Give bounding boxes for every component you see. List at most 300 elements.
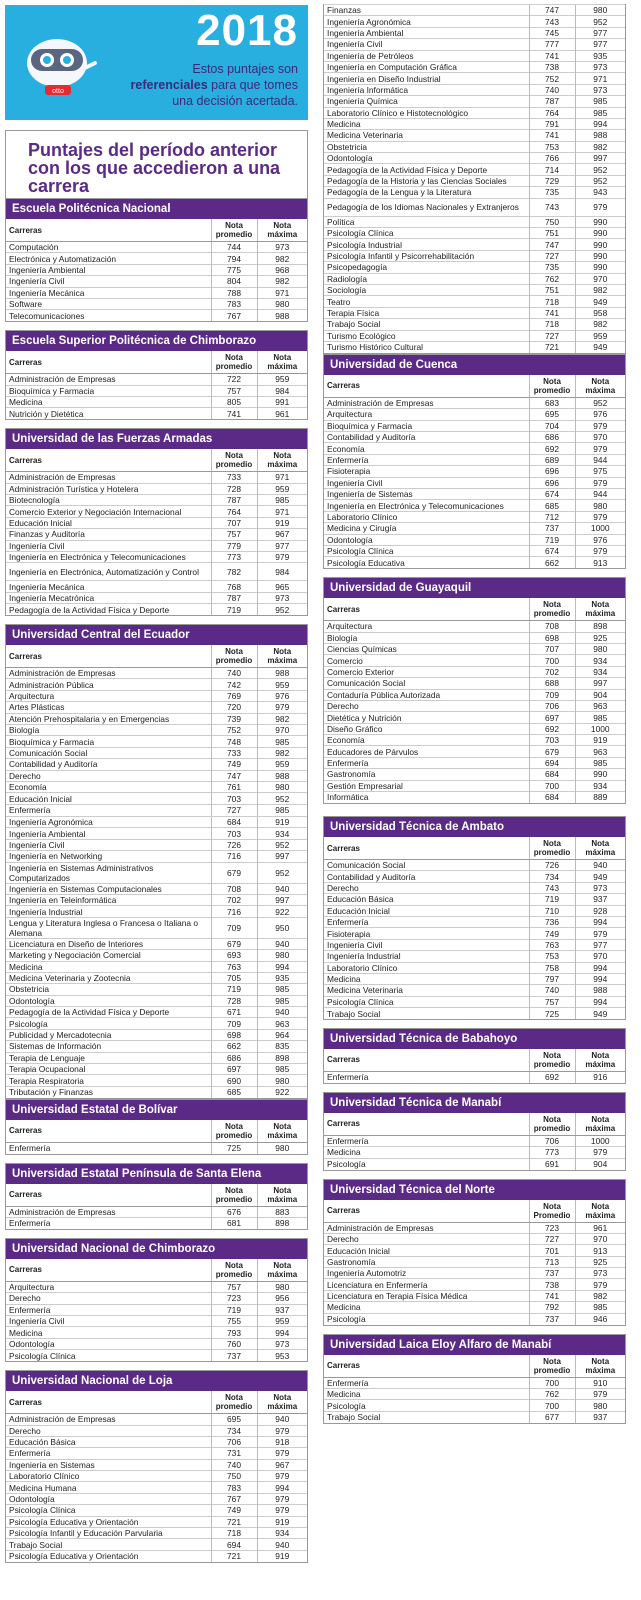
career-name: Radiología — [324, 273, 529, 284]
column-header-nota-maxima: Nota máxima — [575, 1113, 625, 1136]
career-name: Comercio Exterior y Negociación Internacional — [6, 506, 211, 517]
max-score: 952 — [575, 16, 625, 27]
max-score: 990 — [575, 228, 625, 239]
table-row — [324, 643, 625, 654]
career-name: Dietética y Nutrición — [324, 712, 529, 723]
career-name: Medicina — [324, 973, 529, 984]
career-name: Arquitectura — [324, 409, 529, 420]
max-score: 985 — [257, 984, 307, 995]
table-row — [324, 1377, 625, 1388]
table-row — [324, 894, 625, 905]
max-score: 994 — [575, 118, 625, 129]
max-score: 979 — [257, 1505, 307, 1516]
column-header-nota-maxima: Nota máxima — [257, 1120, 307, 1143]
career-name: Economía — [324, 443, 529, 454]
max-score: 985 — [257, 1064, 307, 1075]
career-name: Psicología Educativa y Orientación — [6, 1550, 211, 1561]
average-score: 684 — [529, 792, 575, 803]
max-score: 994 — [575, 996, 625, 1007]
university-name: Universidad de Cuenca — [324, 355, 625, 375]
table-row — [324, 545, 625, 556]
average-score: 697 — [529, 712, 575, 723]
average-score: 709 — [211, 1018, 257, 1029]
max-score: 985 — [575, 757, 625, 768]
table-row — [6, 938, 307, 949]
column-header-nota-maxima: Nota máxima — [257, 449, 307, 472]
table-row — [324, 769, 625, 780]
max-score: 944 — [575, 488, 625, 499]
max-score: 959 — [257, 374, 307, 385]
max-score: 940 — [575, 860, 625, 871]
column-header-carreras: Carreras — [324, 837, 529, 860]
max-score: 922 — [257, 906, 307, 917]
average-score: 685 — [211, 1086, 257, 1097]
average-score: 749 — [529, 928, 575, 939]
career-name: Ingeniería Mecatrónica — [6, 592, 211, 603]
table-row — [6, 1316, 307, 1327]
career-name: Laboratorio Clínico — [6, 1471, 211, 1482]
max-score: 979 — [575, 1388, 625, 1399]
average-score: 720 — [211, 702, 257, 713]
column-header-nota-maxima: Nota máxima — [257, 645, 307, 668]
career-name: Derecho — [6, 770, 211, 781]
table-row — [6, 1064, 307, 1075]
average-score: 758 — [529, 962, 575, 973]
average-score: 688 — [529, 678, 575, 689]
table-row — [6, 1448, 307, 1459]
table-row — [6, 552, 307, 563]
max-score: 937 — [257, 1304, 307, 1315]
table-row — [324, 735, 625, 746]
average-score: 741 — [211, 408, 257, 419]
column-header-nota-promedio: Nota promedio — [211, 351, 257, 374]
table-row — [324, 61, 625, 72]
career-name: Licenciatura en Terapia Física Médica — [324, 1290, 529, 1301]
career-name: Turismo Histórico Cultural — [324, 341, 529, 352]
career-name: Publicidad y Mercadotecnia — [6, 1029, 211, 1040]
career-name: Trabajo Social — [324, 1008, 529, 1019]
max-score: 988 — [575, 130, 625, 141]
max-score: 967 — [257, 1459, 307, 1470]
average-score: 741 — [529, 307, 575, 318]
table-row — [6, 581, 307, 592]
average-score: 679 — [211, 862, 257, 883]
career-name: Comercio — [324, 655, 529, 666]
max-score: 919 — [257, 517, 307, 528]
average-score: 737 — [211, 1350, 257, 1361]
max-score: 973 — [575, 882, 625, 893]
career-name: Ingeniería Informática — [324, 84, 529, 95]
career-name: Educación Inicial — [6, 517, 211, 528]
table-row — [324, 757, 625, 768]
table-row — [324, 511, 625, 522]
table-row — [6, 1516, 307, 1527]
table-row — [6, 1471, 307, 1482]
average-score: 703 — [211, 828, 257, 839]
career-name: Economía — [6, 782, 211, 793]
table-row — [6, 1142, 307, 1153]
career-name: Bioquímica y Farmacia — [6, 736, 211, 747]
average-score: 677 — [529, 1411, 575, 1422]
average-score: 685 — [529, 500, 575, 511]
table-row — [324, 689, 625, 700]
table-row — [6, 1482, 307, 1493]
column-header-carreras: Carreras — [324, 1049, 529, 1072]
max-score: 970 — [575, 951, 625, 962]
career-name: Administración de Empresas — [6, 1414, 211, 1425]
table-row — [6, 472, 307, 483]
career-name: Ingeniería en Sistemas Administrativos Computarizados — [6, 862, 211, 883]
average-score: 763 — [211, 961, 257, 972]
table-row — [6, 1293, 307, 1304]
university-universidad-central-del-ecuador — [5, 624, 308, 817]
table-row — [6, 725, 307, 736]
average-score: 804 — [211, 276, 257, 287]
average-score: 700 — [529, 1400, 575, 1411]
average-score: 727 — [529, 1233, 575, 1244]
average-score: 735 — [529, 187, 575, 198]
average-score: 703 — [529, 735, 575, 746]
table-row — [324, 5, 625, 16]
table-row — [6, 1505, 307, 1516]
table-row — [324, 962, 625, 973]
max-score: 988 — [257, 668, 307, 679]
average-score: 787 — [529, 96, 575, 107]
career-name: Terapia Ocupacional — [6, 1064, 211, 1075]
career-name: Administración de Empresas — [324, 397, 529, 408]
average-score: 721 — [211, 1550, 257, 1561]
table-row — [324, 466, 625, 477]
average-score: 694 — [211, 1539, 257, 1550]
max-score: 982 — [257, 747, 307, 758]
scores-table — [6, 219, 307, 321]
average-score: 748 — [211, 736, 257, 747]
max-score: 971 — [257, 472, 307, 483]
career-name: Ingeniería en Networking — [6, 851, 211, 862]
table-row — [6, 1007, 307, 1018]
max-score: 971 — [575, 73, 625, 84]
career-name: Psicopedagogía — [324, 262, 529, 273]
career-name: Administración de Empresas — [6, 1206, 211, 1217]
career-name: Medicina Humana — [6, 1482, 211, 1493]
max-score: 976 — [257, 690, 307, 701]
table-row — [324, 557, 625, 568]
career-name: Arquitectura — [324, 621, 529, 632]
table-row — [324, 432, 625, 443]
average-score: 757 — [529, 996, 575, 1007]
average-score: 684 — [529, 769, 575, 780]
table-row — [324, 780, 625, 791]
max-score: 953 — [257, 1350, 307, 1361]
column-header-carreras: Carreras — [6, 645, 211, 668]
max-score: 904 — [575, 1158, 625, 1169]
career-name: Ingeniería Civil — [6, 276, 211, 287]
max-score: 994 — [257, 961, 307, 972]
table-row — [324, 996, 625, 1007]
max-score: 973 — [257, 1338, 307, 1349]
career-name: Medicina — [324, 118, 529, 129]
career-name: Obstetricia — [6, 984, 211, 995]
table-row — [324, 319, 625, 330]
table-row — [324, 284, 625, 295]
university-universidad-estatal-peninsula-de-santa-elena — [5, 1163, 308, 1230]
table-row — [6, 984, 307, 995]
career-name: Contabilidad y Auditoría — [6, 759, 211, 770]
average-score: 740 — [529, 84, 575, 95]
average-score: 768 — [211, 581, 257, 592]
table-row — [324, 330, 625, 341]
max-score: 889 — [575, 792, 625, 803]
max-score: 977 — [575, 39, 625, 50]
table-row — [6, 702, 307, 713]
max-score: 988 — [575, 985, 625, 996]
table-row — [324, 871, 625, 882]
table-row — [6, 1493, 307, 1504]
column-header-carreras: Carreras — [6, 351, 211, 374]
max-score: 979 — [575, 443, 625, 454]
career-name: Psicología — [324, 1313, 529, 1324]
career-name: Sistemas de Información — [6, 1041, 211, 1052]
average-score: 716 — [211, 851, 257, 862]
average-score: 749 — [211, 759, 257, 770]
table-row — [324, 928, 625, 939]
max-score: 959 — [257, 1316, 307, 1327]
career-name: Lengua y Literatura Inglesa o Francesa o Italiana o Alemana — [6, 917, 211, 938]
average-score: 714 — [529, 164, 575, 175]
table-row — [324, 84, 625, 95]
table-row — [324, 534, 625, 545]
table-row — [6, 851, 307, 862]
max-score: 1000 — [575, 523, 625, 534]
career-name: Gastronomía — [324, 1256, 529, 1267]
average-score: 741 — [529, 50, 575, 61]
table-row — [6, 690, 307, 701]
average-score: 662 — [211, 1041, 257, 1052]
career-name: Bioquímica y Farmacia — [6, 385, 211, 396]
max-score: 952 — [257, 862, 307, 883]
scores-table — [324, 375, 625, 568]
table-row — [324, 307, 625, 318]
table-row — [6, 1018, 307, 1029]
max-score: 997 — [575, 678, 625, 689]
max-score: 910 — [575, 1377, 625, 1388]
max-score: 979 — [575, 511, 625, 522]
average-score: 792 — [529, 1302, 575, 1313]
table-row — [6, 506, 307, 517]
max-score: 979 — [575, 1147, 625, 1158]
average-score: 742 — [211, 679, 257, 690]
max-score: 990 — [575, 239, 625, 250]
career-name: Medicina y Cirugía — [324, 523, 529, 534]
average-score: 671 — [211, 1007, 257, 1018]
max-score: 976 — [575, 534, 625, 545]
max-score: 979 — [257, 1471, 307, 1482]
career-name: Ingeniería Ambiental — [6, 264, 211, 275]
career-name: Comunicación Social — [324, 860, 529, 871]
max-score: 963 — [257, 1018, 307, 1029]
average-score: 773 — [529, 1147, 575, 1158]
table-row — [324, 443, 625, 454]
career-name: Ingeniería en Computación Gráfica — [324, 61, 529, 72]
average-score: 710 — [529, 905, 575, 916]
career-name: Comunicación Social — [324, 678, 529, 689]
average-score: 743 — [529, 198, 575, 216]
average-score: 696 — [529, 477, 575, 488]
max-score: 980 — [257, 1142, 307, 1153]
average-score: 684 — [211, 817, 257, 828]
university-universidad-nacional-de-chimborazo — [5, 1238, 308, 1362]
table-row — [6, 408, 307, 419]
table-row — [324, 666, 625, 677]
average-score: 718 — [211, 1528, 257, 1539]
column-header-nota-maxima: Nota máxima — [575, 1200, 625, 1223]
career-name: Finanzas y Auditoría — [6, 529, 211, 540]
career-name: Educación Básica — [324, 894, 529, 905]
table-row — [324, 1290, 625, 1301]
career-name: Medicina — [6, 1327, 211, 1338]
average-score: 743 — [529, 16, 575, 27]
max-score: 940 — [257, 1414, 307, 1425]
table-row — [324, 723, 625, 734]
max-score: 979 — [257, 1425, 307, 1436]
average-score: 708 — [529, 621, 575, 632]
max-score: 977 — [575, 939, 625, 950]
career-name: Ciencias Químicas — [324, 643, 529, 654]
column-header-nota-promedio: Nota promedio — [211, 1391, 257, 1414]
career-name: Comunicación Social — [6, 747, 211, 758]
average-score: 764 — [211, 506, 257, 517]
average-score: 741 — [529, 1290, 575, 1301]
table-row — [6, 1425, 307, 1436]
career-name: Licenciatura en Diseño de Interiores — [6, 938, 211, 949]
table-row — [324, 216, 625, 227]
career-name: Nutrición y Dietética — [6, 408, 211, 419]
career-name: Laboratorio Clínico e Histotecnológico — [324, 107, 529, 118]
column-header-nota-promedio: Nota Promedio — [529, 1200, 575, 1223]
average-score: 766 — [529, 153, 575, 164]
average-score: 757 — [211, 529, 257, 540]
career-name: Ingeniería en Electrónica y Telecomunicaciones — [324, 500, 529, 511]
max-score: 982 — [257, 276, 307, 287]
university-name: Universidad Nacional de Loja — [6, 1371, 307, 1391]
career-name: Comercio Exterior — [324, 666, 529, 677]
max-score: 934 — [575, 780, 625, 791]
average-score: 805 — [211, 397, 257, 408]
average-score: 757 — [211, 1281, 257, 1292]
max-score: 985 — [575, 712, 625, 723]
career-name: Ingeniería Civil — [6, 839, 211, 850]
table-row — [324, 1302, 625, 1313]
max-score: 964 — [257, 1029, 307, 1040]
average-score: 676 — [211, 1206, 257, 1217]
average-score: 679 — [529, 746, 575, 757]
university-name: Universidad Técnica del Norte — [324, 1180, 625, 1200]
table-row — [324, 175, 625, 186]
max-score: 980 — [575, 500, 625, 511]
max-score: 982 — [575, 284, 625, 295]
max-score: 980 — [257, 1075, 307, 1086]
max-score: 925 — [575, 632, 625, 643]
table-row — [324, 678, 625, 689]
table-row — [6, 839, 307, 850]
average-score: 738 — [529, 1279, 575, 1290]
max-score: 961 — [257, 408, 307, 419]
university-universidad-de-cuenca — [323, 354, 626, 569]
table-row — [324, 621, 625, 632]
average-score: 719 — [211, 984, 257, 995]
column-3 — [5, 816, 308, 1571]
career-name: Ingeniería en Diseño Industrial — [324, 73, 529, 84]
average-score: 787 — [211, 592, 257, 603]
max-score: 982 — [575, 319, 625, 330]
average-score: 725 — [529, 1008, 575, 1019]
average-score: 752 — [211, 725, 257, 736]
max-score: 943 — [575, 187, 625, 198]
max-score: 963 — [575, 746, 625, 757]
average-score: 751 — [529, 284, 575, 295]
column-header-carreras: Carreras — [6, 1184, 211, 1207]
average-score: 726 — [529, 860, 575, 871]
column-header-nota-promedio: Nota promedio — [211, 1184, 257, 1207]
career-name: Psicología Clínica — [324, 545, 529, 556]
average-score: 701 — [529, 1245, 575, 1256]
table-row — [324, 500, 625, 511]
average-score: 723 — [211, 1293, 257, 1304]
table-row — [324, 341, 625, 352]
scores-table — [324, 1049, 625, 1083]
max-score: 944 — [575, 454, 625, 465]
table-row — [6, 1041, 307, 1052]
average-score: 731 — [211, 1448, 257, 1459]
career-name: Biotecnología — [6, 495, 211, 506]
career-name: Ingeniería en Sistemas Computacionales — [6, 883, 211, 894]
table-row — [6, 287, 307, 298]
table-row — [6, 1539, 307, 1550]
career-name: Obstetricia — [324, 141, 529, 152]
average-score: 797 — [529, 973, 575, 984]
table-row — [6, 668, 307, 679]
average-score: 747 — [529, 5, 575, 16]
table-row — [6, 759, 307, 770]
table-row — [324, 746, 625, 757]
scores-table — [6, 1391, 307, 1562]
career-name: Ingeniería en Electrónica y Telecomunicaciones — [6, 552, 211, 563]
scores-table — [324, 1355, 625, 1423]
career-name: Administración Pública — [6, 679, 211, 690]
average-score: 705 — [211, 972, 257, 983]
max-score: 952 — [575, 175, 625, 186]
average-score: 740 — [211, 1459, 257, 1470]
robot-badge: otto — [52, 88, 64, 95]
career-name: Enfermería — [6, 1142, 211, 1153]
career-name: Derecho — [6, 1293, 211, 1304]
column-header-nota-promedio: Nota promedio — [211, 219, 257, 242]
max-score: 990 — [575, 262, 625, 273]
university-name: Universidad Técnica de Babahoyo — [324, 1029, 625, 1049]
average-score: 734 — [211, 1425, 257, 1436]
career-name: Educación Inicial — [324, 905, 529, 916]
table-row — [324, 712, 625, 723]
column-header-nota-promedio: Nota promedio — [529, 1049, 575, 1072]
career-name: Contaduría Pública Autorizada — [324, 689, 529, 700]
banner — [5, 5, 308, 120]
career-name: Medicina — [324, 1147, 529, 1158]
career-name: Ingeniería Industrial — [324, 951, 529, 962]
university-name: Universidad de Guayaquil — [324, 578, 625, 598]
career-name: Administración de Empresas — [324, 1222, 529, 1233]
max-score: 970 — [575, 432, 625, 443]
average-score: 707 — [529, 643, 575, 654]
